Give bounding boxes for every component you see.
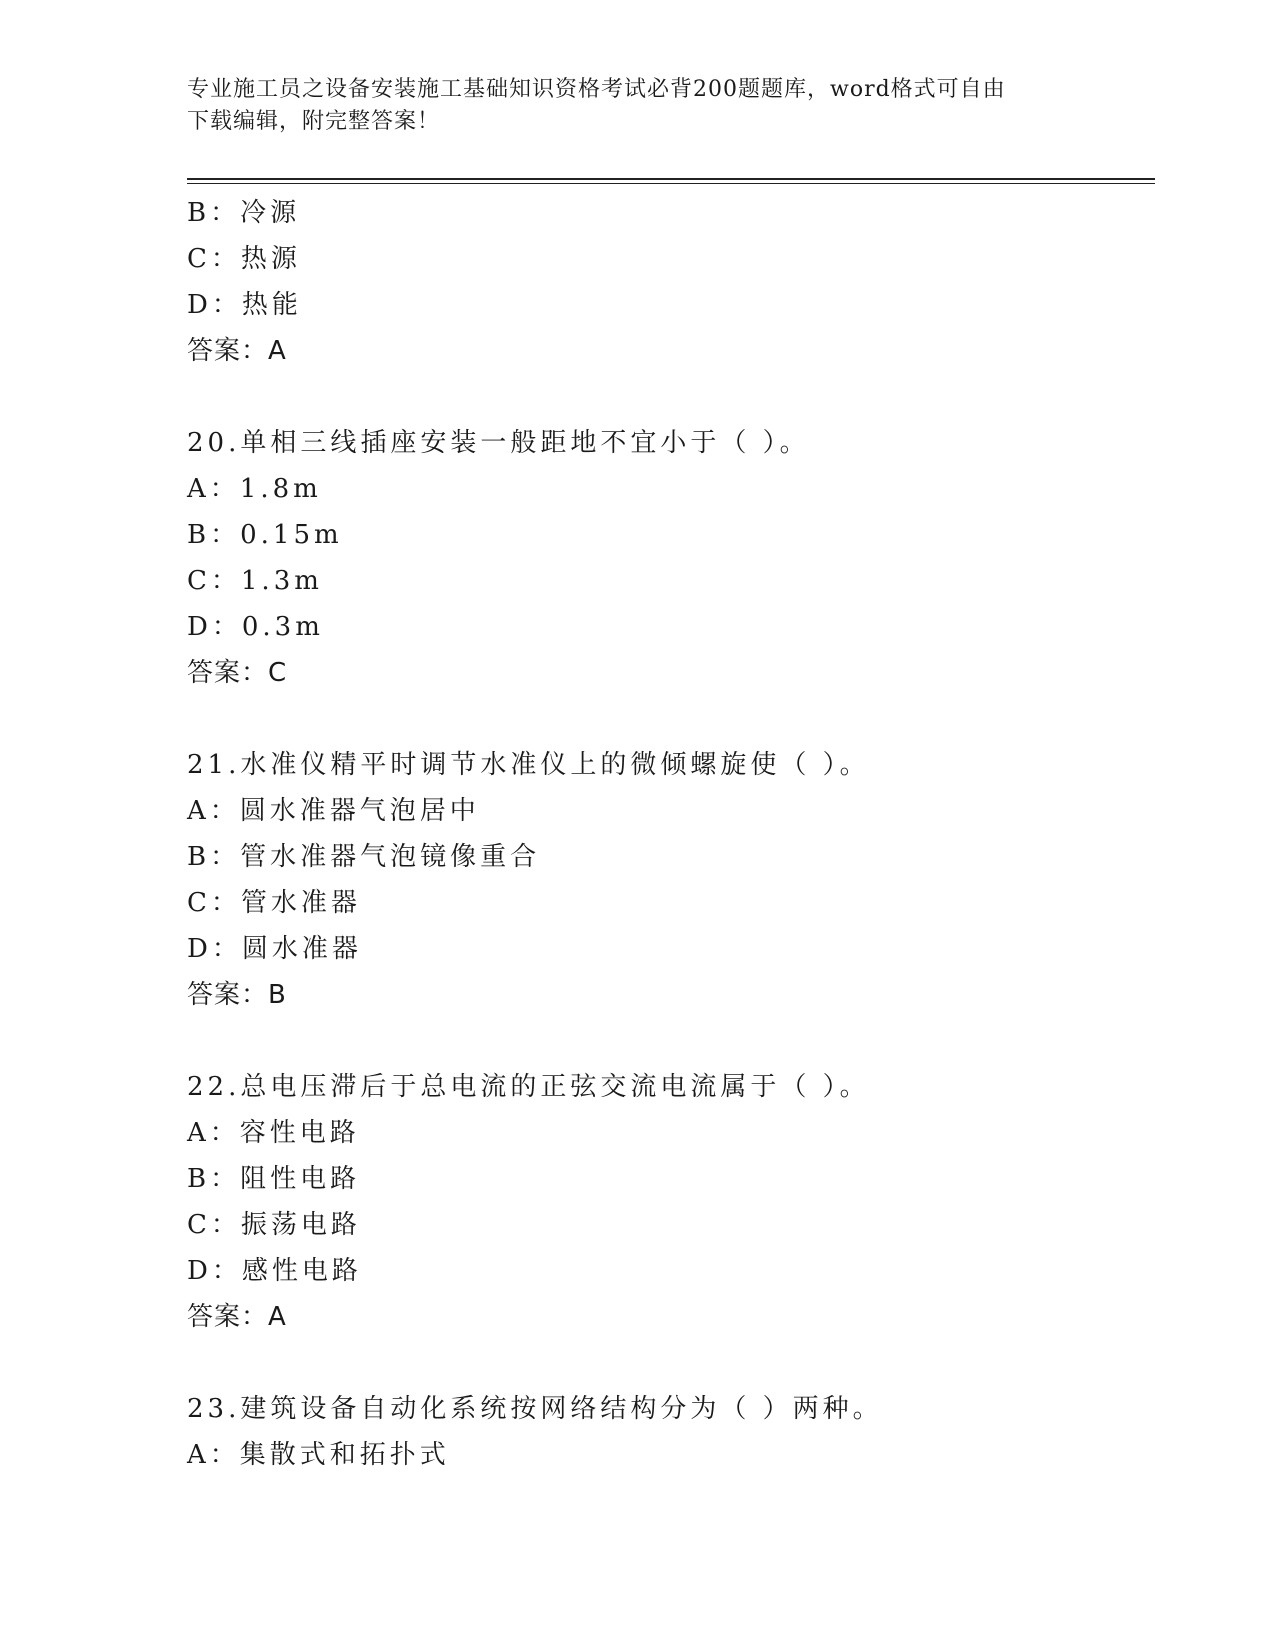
- option-b: B：0.15m: [187, 520, 343, 550]
- spacer: [187, 696, 1155, 742]
- option-b: B：冷源: [187, 198, 301, 228]
- header-line-2: 下载编辑，附完整答案！: [187, 109, 441, 134]
- question-content: [187, 190, 1155, 1478]
- header-line-1: 专业施工员之设备安装施工基础知识资格考试必背200题题库，word格式可自由: [187, 77, 1006, 102]
- spacer: [187, 1340, 1155, 1386]
- answer-line: 答案：B: [187, 980, 287, 1010]
- question-text: 23.建筑设备自动化系统按网络结构分为（ ）两种。: [187, 1394, 883, 1424]
- answer-line: 答案：A: [187, 336, 287, 366]
- option-b: B：管水准器气泡镜像重合: [187, 842, 541, 872]
- spacer: [187, 374, 1155, 420]
- header-rule-thick: [187, 178, 1155, 180]
- option-a: A：1.8m: [187, 474, 322, 504]
- header-rule-thin: [187, 183, 1155, 184]
- option-c: C：热源: [187, 244, 301, 274]
- option-a: A：圆水准器气泡居中: [187, 796, 480, 826]
- question-text: 22.总电压滞后于总电流的正弦交流电流属于（ ）。: [187, 1072, 870, 1102]
- answer-line: 答案：A: [187, 1302, 287, 1332]
- option-d: D：0.3m: [187, 612, 324, 642]
- question-20: [187, 420, 1155, 696]
- option-b: B：阻性电路: [187, 1164, 361, 1194]
- question-text: 21.水准仪精平时调节水准仪上的微倾螺旋使（ ）。: [187, 750, 870, 780]
- document-header: [187, 74, 1087, 138]
- option-a: A：容性电路: [187, 1118, 360, 1148]
- question-text: 20.单相三线插座安装一般距地不宜小于（ ）。: [187, 428, 810, 458]
- option-d: D：感性电路: [187, 1256, 362, 1286]
- option-c: C：振荡电路: [187, 1210, 361, 1240]
- question-fragment: [187, 190, 1155, 374]
- option-a: A：集散式和拓扑式: [187, 1440, 450, 1470]
- spacer: [187, 1018, 1155, 1064]
- option-c: C：1.3m: [187, 566, 323, 596]
- option-d: D：热能: [187, 290, 302, 320]
- option-c: C：管水准器: [187, 888, 361, 918]
- question-23: [187, 1386, 1155, 1478]
- question-21: [187, 742, 1155, 1018]
- option-d: D：圆水准器: [187, 934, 362, 964]
- question-22: [187, 1064, 1155, 1340]
- answer-line: 答案：C: [187, 658, 288, 688]
